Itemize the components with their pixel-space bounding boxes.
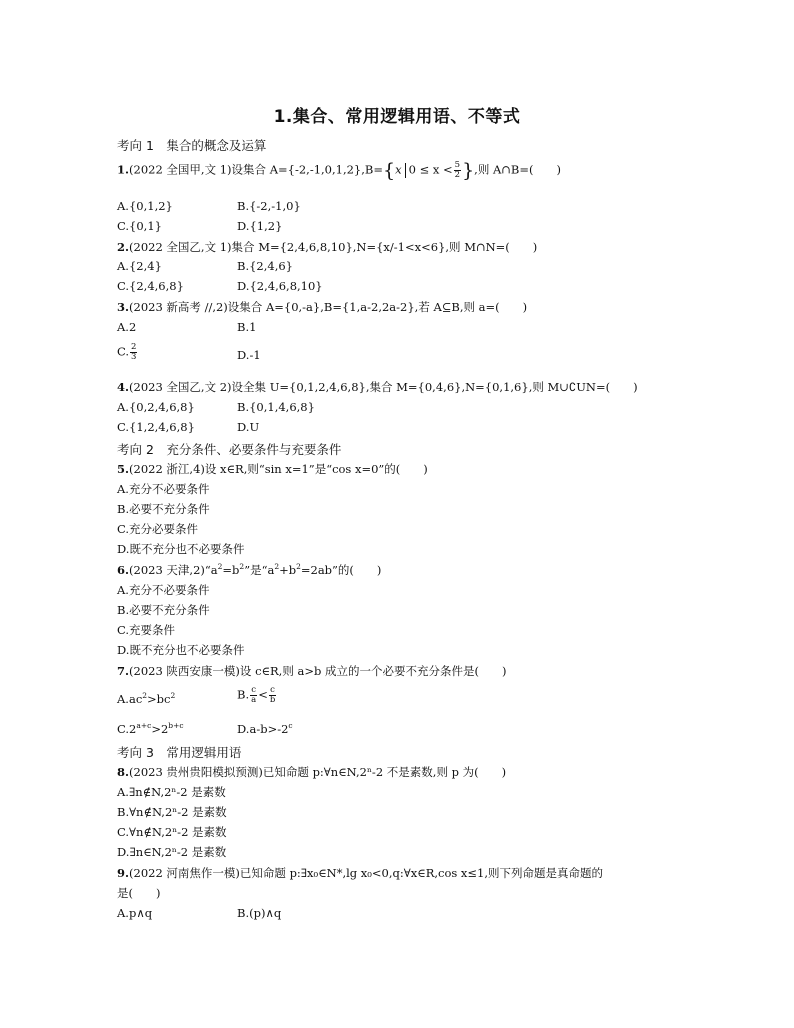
q6-option-a: A.充分不必要条件 [117, 583, 210, 597]
q9-option-b: B.(p)∧q [237, 906, 282, 920]
q4-option-b: B.{0,1,4,6,8} [237, 400, 315, 414]
fraction-c-over-a: $\frac{c}{a}$ [251, 685, 257, 705]
q5-option-b: B.必要不充分条件 [117, 502, 210, 516]
question-4-text: (2023 全国乙,文 2)设全集 U={0,1,2,4,6,8},集合 M={0,4,6},N={0,1,6},则 M∪∁UN=( ) [129, 380, 638, 394]
set-divider [405, 163, 406, 178]
q5-option-d: D.既不充分也不必要条件 [117, 542, 245, 556]
q2-option-c: C.{2,4,6,8} [117, 279, 184, 293]
q3-option-c: C. $\frac{2}{3}$ [117, 342, 137, 362]
q6-option-c: C.充要条件 [117, 623, 176, 637]
q8-option-a: A.∃n∉N,2ⁿ-2 是素数 [117, 785, 226, 799]
question-5-text: (2022 浙江,4)设 x∈R,则“sin x=1”是“cos x=0”的( ) [129, 462, 428, 476]
q4-option-d: D.U [237, 420, 260, 434]
question-number: 9. [117, 866, 130, 880]
question-1 [117, 161, 561, 180]
question-8-text: (2023 贵州贵阳模拟预测)已知命题 p:∀n∈N,2ⁿ-2 不是素数,则 p 为( ) [129, 765, 507, 779]
fraction-c-over-b: $\frac{c}{b}$ [269, 685, 276, 705]
set-variable: x [395, 162, 402, 177]
question-number: 2. [117, 240, 130, 254]
question-9-text: (2022 河南焦作一模)已知命题 p:∃x₀∈N*,lg x₀<0,q:∀x∈R,cos x≤1,则下列命题是真命题的 [129, 866, 604, 880]
q1-option-b: B.{-2,-1,0} [237, 199, 301, 213]
q8-option-b: B.∀n∉N,2ⁿ-2 是素数 [117, 805, 227, 819]
question-1-set-b-label: B= [364, 162, 384, 177]
q8-option-c: C.∀n∉N,2ⁿ-2 是素数 [117, 825, 227, 839]
question-4 [117, 379, 638, 395]
question-2-text: (2022 全国乙,文 1)集合 M={2,4,6,8,10},N={x/-1<x<6},则 M∩N=( ) [129, 240, 538, 254]
question-7-text: (2023 陕西安康一模)设 c∈R,则 a>b 成立的一个必要不充分条件是( ) [129, 664, 507, 678]
fraction-two-thirds: $\frac{2}{3}$ [131, 342, 137, 362]
question-number: 6. [117, 563, 130, 577]
page-title: 1.集合、常用逻辑用语、不等式 [273, 107, 521, 127]
question-number: 3. [117, 300, 130, 314]
q2-option-a: A.{2,4} [117, 259, 162, 273]
q7-option-a: $A.ac^2>bc^2$ [117, 691, 176, 706]
right-brace: } [462, 159, 475, 182]
question-7 [117, 663, 506, 679]
question-5 [117, 461, 428, 477]
question-2 [117, 239, 537, 255]
question-8 [117, 764, 506, 780]
question-6: 6.(2023 天津$,2)“a^2=b^2$”是“$a^2+b^2=2ab$”的( ) [117, 562, 382, 577]
question-3 [117, 299, 527, 315]
q9-option-a: A.p∧q [117, 906, 153, 920]
q3-option-d: D.-1 [237, 348, 261, 362]
q7-option-c: $C.2^{a+c}>2^{b+c}$ [117, 721, 184, 736]
section-heading-2: 考向 2 充分条件、必要条件与充要条件 [117, 442, 342, 457]
left-brace: { [383, 159, 396, 182]
question-number: 1. [117, 162, 130, 177]
question-1-source: (2022 全国甲,文 1)设集合 [129, 162, 270, 177]
question-number: 5. [117, 462, 130, 476]
q1-option-c: C.{0,1} [117, 219, 162, 233]
set-condition: 0 ≤ x < [408, 162, 453, 177]
q2-option-d: D.{2,4,6,8,10} [237, 279, 323, 293]
q6-option-d: D.既不充分也不必要条件 [117, 643, 245, 657]
question-number: 7. [117, 664, 130, 678]
q4-option-c: C.{1,2,4,6,8} [117, 420, 195, 434]
q4-option-a: A.{0,2,4,6,8} [117, 400, 195, 414]
section-heading-3: 考向 3 常用逻辑用语 [117, 745, 242, 760]
fraction-five-halves: $\frac{5}{2}$ [454, 160, 461, 180]
question-3-text: (2023 新高考 //,2)设集合 A={0,-a},B={1,a-2,2a-2},若 A⊆B,则 a=( ) [129, 300, 528, 314]
section-heading-1: 考向 1 集合的概念及运算 [117, 138, 267, 153]
q1-option-a: A.{0,1,2} [117, 199, 173, 213]
q1-option-d: D.{1,2} [237, 219, 283, 233]
q7-option-b: B. $\frac{c}{a}$ < $\frac{c}{b}$ [237, 685, 276, 705]
question-1-tail: ,则 A∩B=( ) [474, 162, 561, 177]
q5-option-c: C.充分必要条件 [117, 522, 199, 536]
q3-option-a: A.2 [117, 320, 137, 334]
question-9 [117, 865, 603, 881]
q5-option-a: A.充分不必要条件 [117, 482, 210, 496]
question-number: 4. [117, 380, 130, 394]
question-9-continued: 是( ) [117, 886, 161, 900]
q8-option-d: D.∃n∈N,2ⁿ-2 是素数 [117, 845, 227, 859]
q6-option-b: B.必要不充分条件 [117, 603, 210, 617]
question-1-set-a: A={-2,-1,0,1,2}, [269, 162, 365, 177]
q3-option-b: B.1 [237, 320, 257, 334]
question-number: 8. [117, 765, 130, 779]
q2-option-b: B.{2,4,6} [237, 259, 294, 273]
q7-option-d: $D.a-b>-2^c$ [237, 721, 293, 736]
